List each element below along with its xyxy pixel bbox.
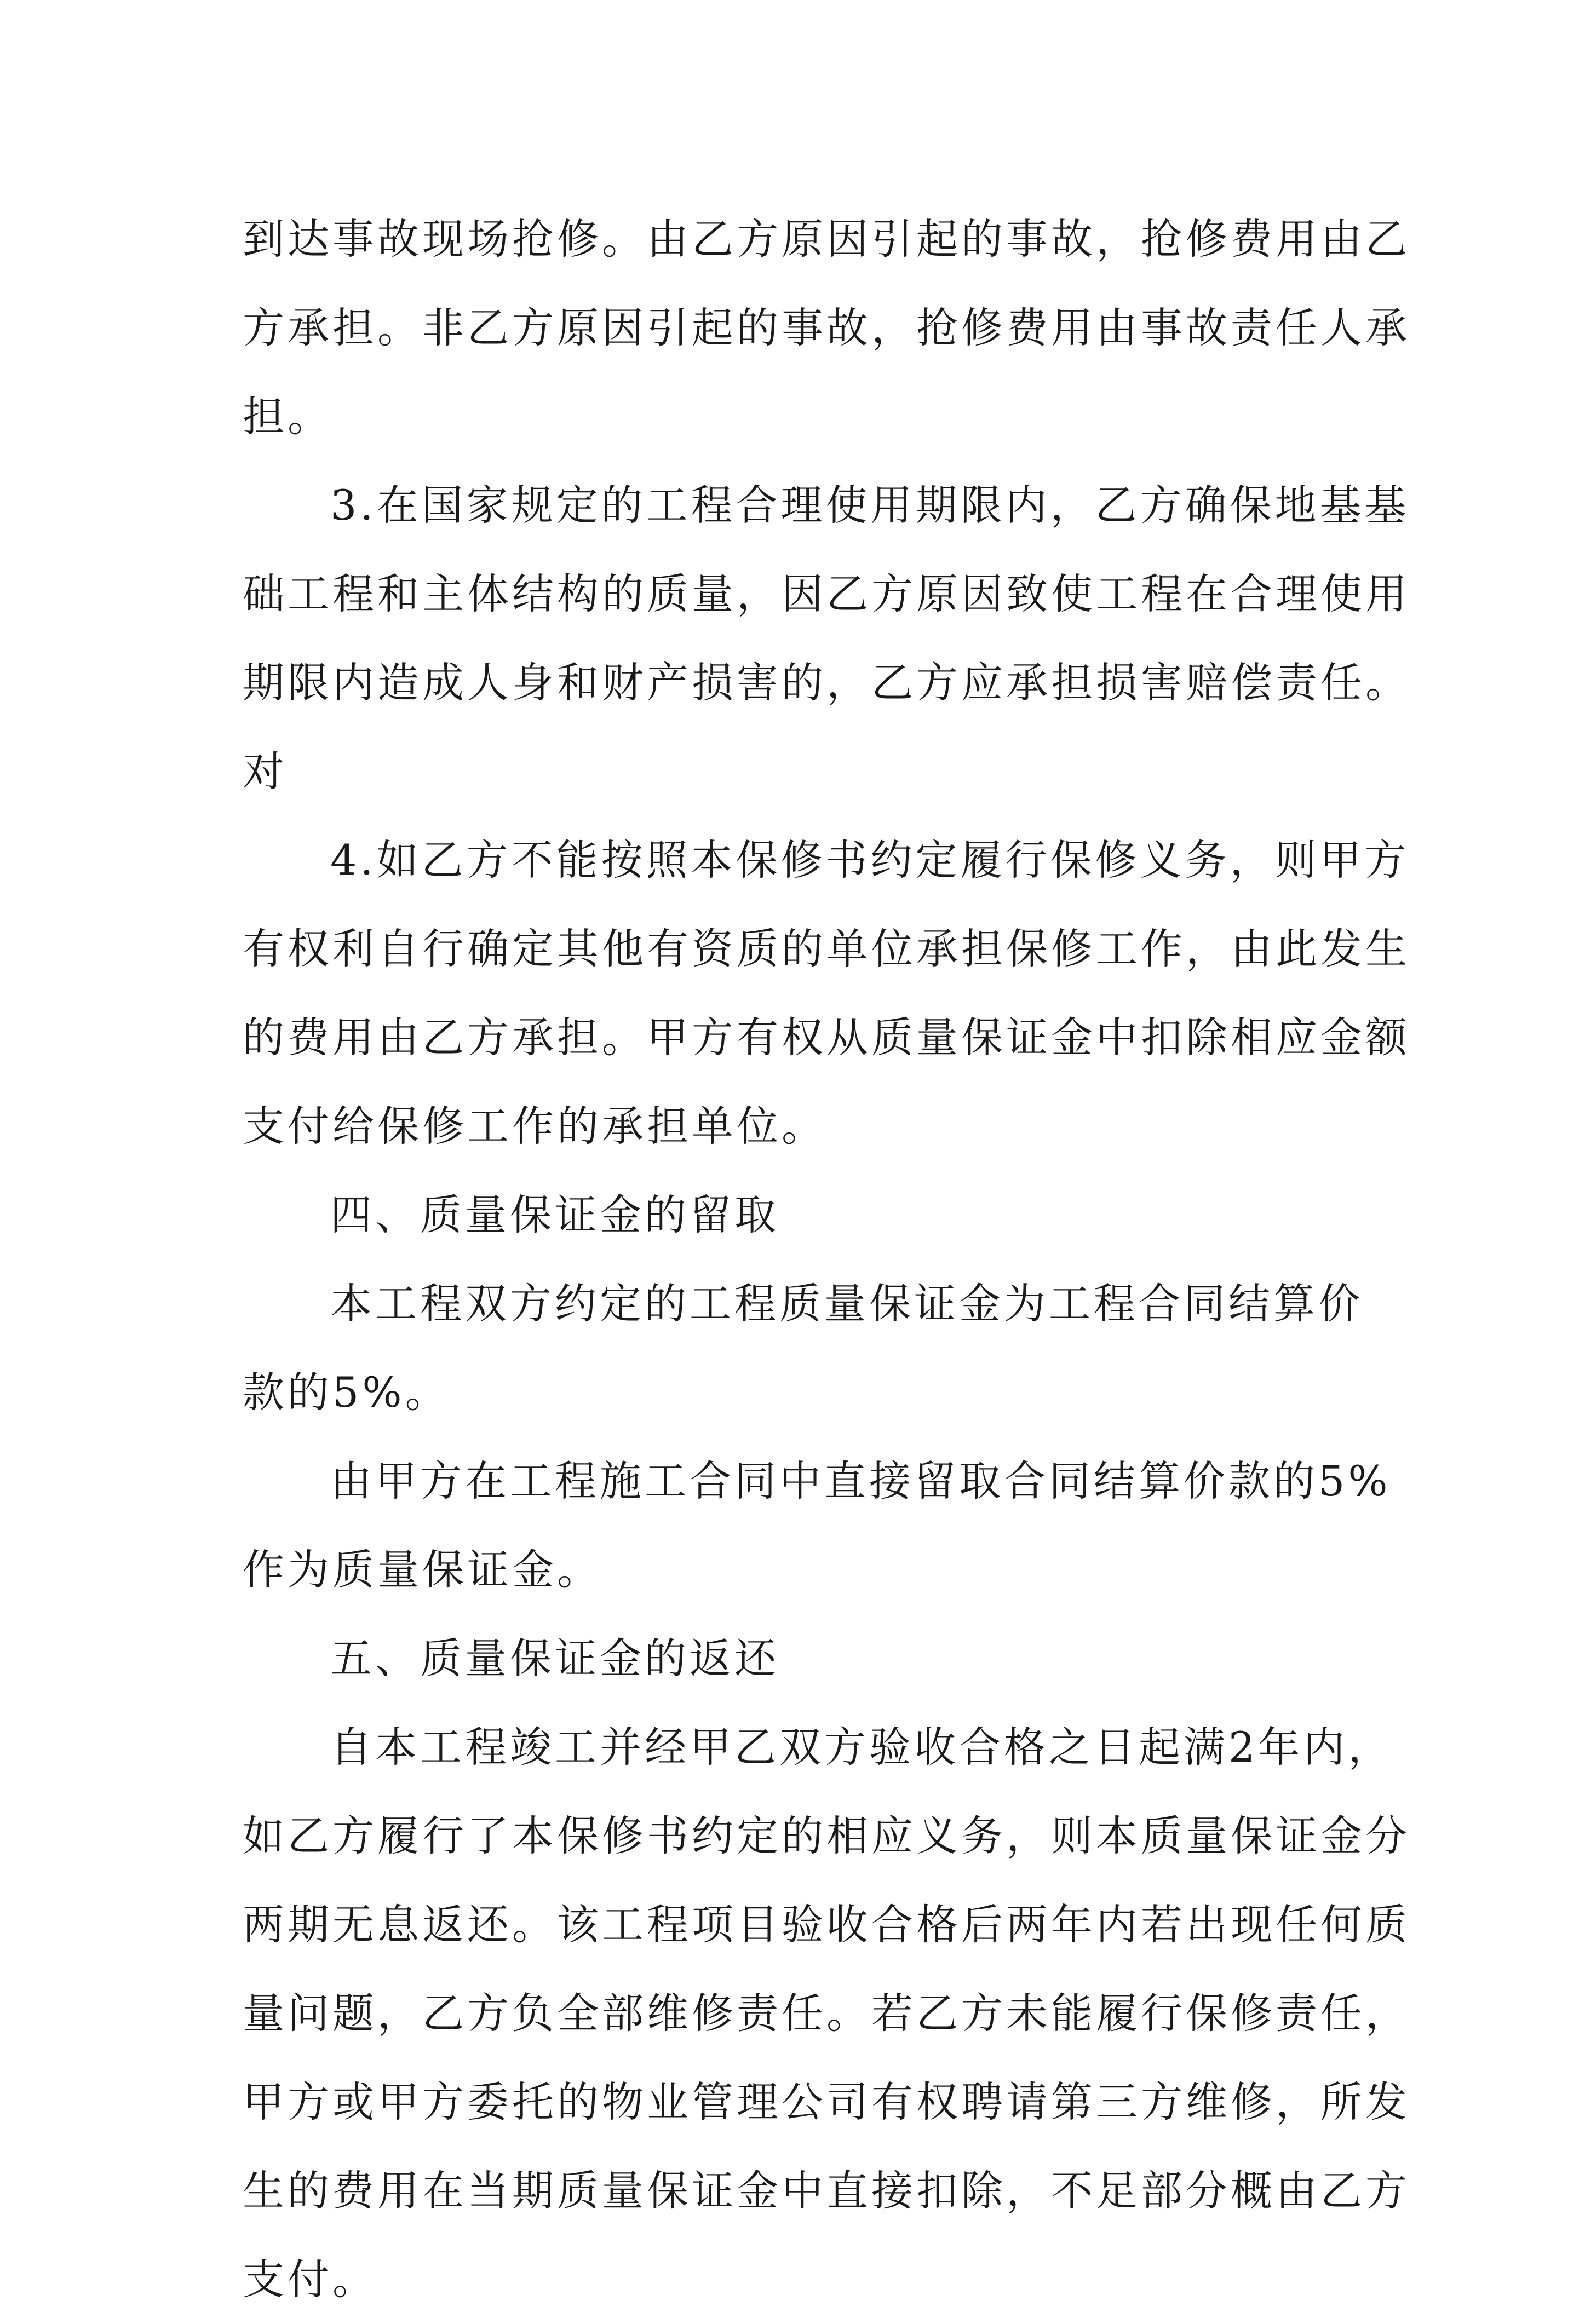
text-line: 础工程和主体结构的质量，因乙方原因致使工程在合理使用 [243,570,1410,618]
section-heading: 五、质量保证金的返还 [330,1634,779,1683]
text-line: 作为质量保证金。 [243,1545,602,1594]
document-body [243,195,1410,2324]
text-line: 方承担。非乙方原因引起的事故，抢修费用由事故责任人承 [243,303,1410,352]
text-line: 生的费用在当期质量保证金中直接扣除，不足部分概由乙方 [243,2166,1410,2215]
text-line: 支付给保修工作的承担单位。 [243,1102,826,1151]
text-line: 甲方或甲方委托的物业管理公司有权聘请第三方维修，所发 [243,2078,1410,2126]
text-line: 4.如乙方不能按照本保修书约定履行保修义务，则甲方 [330,836,1410,884]
text-line: 有权利自行确定其他有资质的单位承担保修工作，由此发生 [243,924,1410,973]
text-line: 自本工程竣工并经甲乙双方验收合格之日起满2年内， [330,1723,1393,1771]
text-line: 期限内造成人身和财产损害的，乙方应承担损害赔偿责任。 [243,658,1410,707]
text-line: 量问题，乙方负全部维修责任。若乙方未能履行保修责任， [243,1989,1410,2038]
section-heading: 四、质量保证金的留取 [330,1190,779,1239]
text-line: 支付。 [243,2255,377,2304]
text-line: 到达事故现场抢修。由乙方原因引起的事故，抢修费用由乙 [243,215,1410,263]
text-line: 由甲方在工程施工合同中直接留取合同结算价款的5% [330,1457,1391,1505]
text-line: 对 [243,747,288,796]
text-line: 3.在国家规定的工程合理使用期限内，乙方确保地基基 [330,481,1410,530]
text-line: 本工程双方约定的工程质量保证金为工程合同结算价 [330,1279,1363,1328]
text-line: 如乙方履行了本保修书约定的相应义务，则本质量保证金分 [243,1811,1410,1860]
text-line: 的费用由乙方承担。甲方有权从质量保证金中扣除相应金额 [243,1013,1410,1062]
text-line: 担。 [243,392,332,441]
text-line: 款的5%。 [243,1368,450,1417]
text-line: 两期无息返还。该工程项目验收合格后两年内若出现任何质 [243,1900,1410,1949]
